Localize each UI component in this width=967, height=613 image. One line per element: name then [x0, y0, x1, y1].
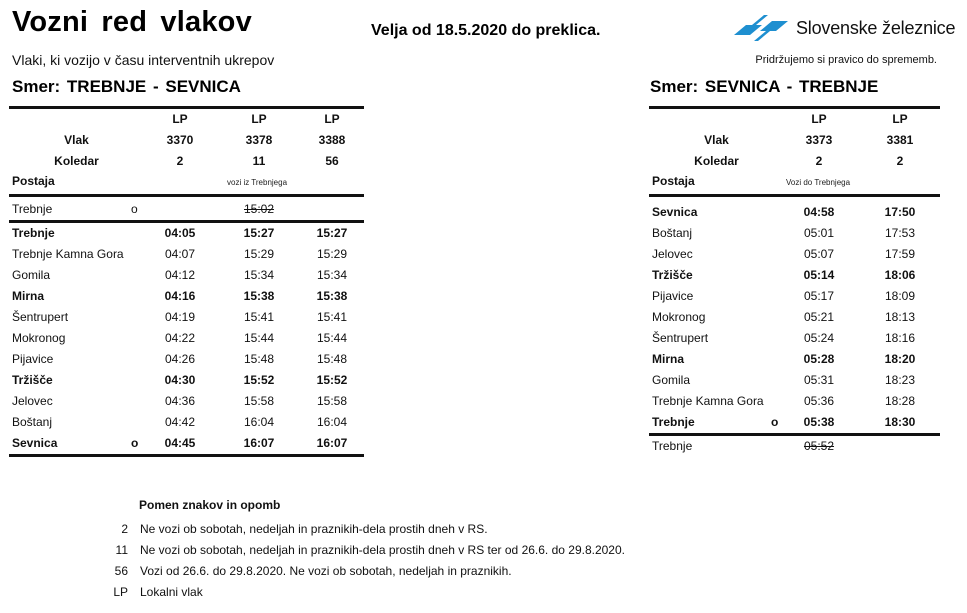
departure-time: 05:36 [803, 394, 835, 408]
direction-title-right: Smer: SEVNICA - TREBNJE [650, 77, 879, 96]
station-name: Trebnje [652, 439, 693, 453]
departure-time: 15:58 [243, 394, 275, 408]
station-name: Trebnje [12, 226, 55, 240]
departure-time: 04:58 [803, 205, 835, 219]
legend-code: 11 [115, 543, 128, 557]
legend-text: Ne vozi ob sobotah, nedeljah in praznikih-dela prostih dneh v RS. [140, 522, 488, 536]
departure-time: 04:05 [164, 226, 196, 240]
departure-time: 05:01 [803, 226, 835, 240]
train-type-cell: LP [172, 112, 188, 126]
table-row [9, 223, 364, 244]
station-name: Jelovec [652, 247, 693, 261]
station-name: Gomila [652, 373, 691, 387]
station-name: Trebnje [12, 202, 53, 216]
station-name: Šentrupert [12, 310, 69, 324]
departure-time: 18:16 [884, 331, 916, 345]
train-type-cell: LP [892, 112, 908, 126]
departure-time: 04:16 [164, 289, 196, 303]
company-logo [732, 13, 955, 43]
train-number-row [9, 130, 364, 151]
departure-time: 15:38 [243, 289, 275, 303]
calendar-row [649, 151, 940, 172]
departure-time: 15:44 [243, 331, 275, 345]
station-name: Sevnica [652, 205, 698, 219]
train-number: 3370 [166, 133, 194, 147]
departure-time: 04:22 [164, 331, 196, 345]
reserve-note: Pridržujemo si pravico do sprememb. [755, 54, 937, 66]
departure-time: 18:28 [884, 394, 916, 408]
legend-text: Vozi od 26.6. do 29.8.2020. Ne vozi ob sobotah, nedeljah in praznikih. [140, 564, 512, 578]
departure-time: 18:20 [884, 352, 916, 366]
station-header-row [9, 172, 364, 194]
train-label: Vlak [64, 133, 89, 147]
table-row [649, 286, 940, 307]
station-rows [9, 223, 364, 454]
departure-time: 18:13 [884, 310, 916, 324]
stop-mark: o [131, 202, 138, 216]
departure-time: 15:29 [316, 247, 348, 261]
slovenske-zeleznice-logo-icon [732, 13, 790, 43]
departure-time: 05:28 [803, 352, 835, 366]
train-type-cell: LP [324, 112, 340, 126]
table-row [9, 349, 364, 370]
station-name: Sevnica [12, 436, 58, 450]
train-type-row [9, 109, 364, 130]
station-name: Mokronog [12, 331, 66, 345]
table-row [9, 265, 364, 286]
departure-time: 05:38 [803, 415, 835, 429]
station-name: Pijavice [12, 352, 54, 366]
departure-time: 15:52 [243, 373, 275, 387]
legend-item [100, 582, 280, 603]
table-row [649, 202, 940, 223]
calendar-code: 11 [252, 154, 266, 168]
departure-time: 15:27 [316, 226, 348, 240]
table-row [649, 328, 940, 349]
table-bottom-rule [9, 454, 364, 457]
departure-time: 04:30 [164, 373, 196, 387]
departure-time: 05:14 [803, 268, 835, 282]
table-row-post [649, 436, 940, 457]
column-note: Vozi do Trebnjega [786, 178, 851, 187]
legend-code: LP [113, 585, 128, 599]
train-number-row [649, 130, 940, 151]
station-rows [649, 202, 940, 433]
station-name: Mokronog [652, 310, 706, 324]
station-label: Postaja [652, 174, 695, 188]
departure-time: 05:07 [803, 247, 835, 261]
departure-time: 18:09 [884, 289, 916, 303]
table-row [649, 391, 940, 412]
stop-mark: o [131, 436, 139, 450]
train-type-cell: LP [251, 112, 267, 126]
table-row [649, 412, 940, 433]
station-name: Boštanj [12, 415, 53, 429]
train-label: Vlak [704, 133, 729, 147]
table-row [649, 265, 940, 286]
departure-time: 15:29 [243, 247, 275, 261]
departure-time: 15:48 [316, 352, 348, 366]
departure-time: 17:50 [884, 205, 916, 219]
table-row [649, 223, 940, 244]
legend-code: 2 [121, 522, 128, 536]
legend-text: Lokalni vlak [140, 585, 203, 599]
legend-heading: Pomen znakov in opomb [139, 498, 281, 512]
station-name: Pijavice [652, 289, 694, 303]
table-row [649, 307, 940, 328]
train-number: 3373 [805, 133, 833, 147]
departure-time: 15:52 [316, 373, 348, 387]
train-number: 3381 [886, 133, 914, 147]
station-name: Šentrupert [652, 331, 709, 345]
departure-time: 05:31 [803, 373, 835, 387]
train-number: 3378 [245, 133, 273, 147]
timetable-trebnje-sevnica [9, 106, 364, 457]
station-name: Mirna [652, 352, 685, 366]
table-row [649, 370, 940, 391]
table-row [9, 433, 364, 454]
station-label: Postaja [12, 174, 55, 188]
departure-time: 04:19 [164, 310, 196, 324]
calendar-label: Koledar [694, 154, 739, 168]
departure-time: 18:06 [884, 268, 916, 282]
calendar-code: 2 [896, 154, 904, 168]
table-row [9, 307, 364, 328]
departure-time: 16:04 [316, 415, 348, 429]
calendar-code: 2 [815, 154, 823, 168]
departure-time: 15:58 [316, 394, 348, 408]
page-subtitle: Vlaki, ki vozijo v času interventnih ukrepov [12, 52, 275, 68]
logo-text: Slovenske železnice [796, 17, 956, 38]
departure-time: 16:07 [316, 436, 348, 450]
departure-time: 15:41 [243, 310, 275, 324]
table-row [9, 391, 364, 412]
station-header-row [649, 172, 940, 194]
calendar-row [9, 151, 364, 172]
station-name: Jelovec [12, 394, 53, 408]
departure-time: 04:07 [164, 247, 196, 261]
table-row [9, 244, 364, 265]
departure-time: 05:24 [803, 331, 835, 345]
departure-time: 05:17 [803, 289, 835, 303]
departure-time: 04:12 [164, 268, 196, 282]
timetable-sevnica-trebnje [649, 106, 940, 457]
departure-time: 15:48 [243, 352, 275, 366]
departure-time: 04:36 [164, 394, 196, 408]
station-name: Boštanj [652, 226, 693, 240]
station-name: Trebnje Kamna Gora [652, 394, 764, 408]
legend-code: 56 [114, 564, 128, 578]
departure-time: 17:59 [884, 247, 916, 261]
table-row [9, 328, 364, 349]
station-name: Gomila [12, 268, 51, 282]
table-row-pre [9, 197, 364, 220]
train-type-cell: LP [811, 112, 827, 126]
departure-time: 04:45 [164, 436, 196, 450]
legend-item [100, 561, 512, 582]
station-name: Mirna [12, 289, 45, 303]
station-name: Trebnje Kamna Gora [12, 247, 124, 261]
departure-time: 17:53 [884, 226, 916, 240]
calendar-code: 56 [325, 154, 339, 168]
departure-time: 15:44 [316, 331, 348, 345]
departure-time: 18:30 [884, 415, 916, 429]
station-name: Trebnje [652, 415, 695, 429]
table-row [9, 286, 364, 307]
departure-time: 04:42 [164, 415, 196, 429]
table-row [9, 370, 364, 391]
train-type-row [649, 109, 940, 130]
train-number: 3388 [318, 133, 346, 147]
departure-time: 15:27 [243, 226, 275, 240]
legend [100, 498, 625, 603]
departure-time: 16:04 [243, 415, 275, 429]
departure-time: 04:26 [164, 352, 196, 366]
departure-time: 16:07 [243, 436, 275, 450]
direction-title-left: Smer: TREBNJE - SEVNICA [12, 77, 241, 96]
station-name: Tržišče [12, 373, 53, 387]
page-title: Vozni red vlakov [12, 6, 252, 38]
validity-note: Velja od 18.5.2020 do preklica. [371, 22, 601, 39]
calendar-code: 2 [176, 154, 184, 168]
departure-time: 15:34 [243, 268, 275, 282]
table-row [9, 412, 364, 433]
departure-time: 18:23 [884, 373, 916, 387]
departure-time: 15:41 [316, 310, 348, 324]
legend-item [100, 519, 488, 540]
departure-time: 05:21 [803, 310, 835, 324]
struck-time: 15:02 [243, 202, 275, 216]
table-row [649, 244, 940, 265]
legend-item [100, 540, 625, 561]
station-name: Tržišče [652, 268, 693, 282]
calendar-label: Koledar [54, 154, 99, 168]
legend-text: Ne vozi ob sobotah, nedeljah in praznikih-dela prostih dneh v RS ter od 26.6. do 29.8.2020. [140, 543, 625, 557]
departure-time: 15:34 [316, 268, 348, 282]
departure-time: 15:38 [316, 289, 348, 303]
column-note: vozi iz Trebnjega [227, 178, 288, 187]
struck-time: 05:52 [803, 439, 835, 453]
table-row [649, 349, 940, 370]
stop-mark: o [771, 415, 779, 429]
